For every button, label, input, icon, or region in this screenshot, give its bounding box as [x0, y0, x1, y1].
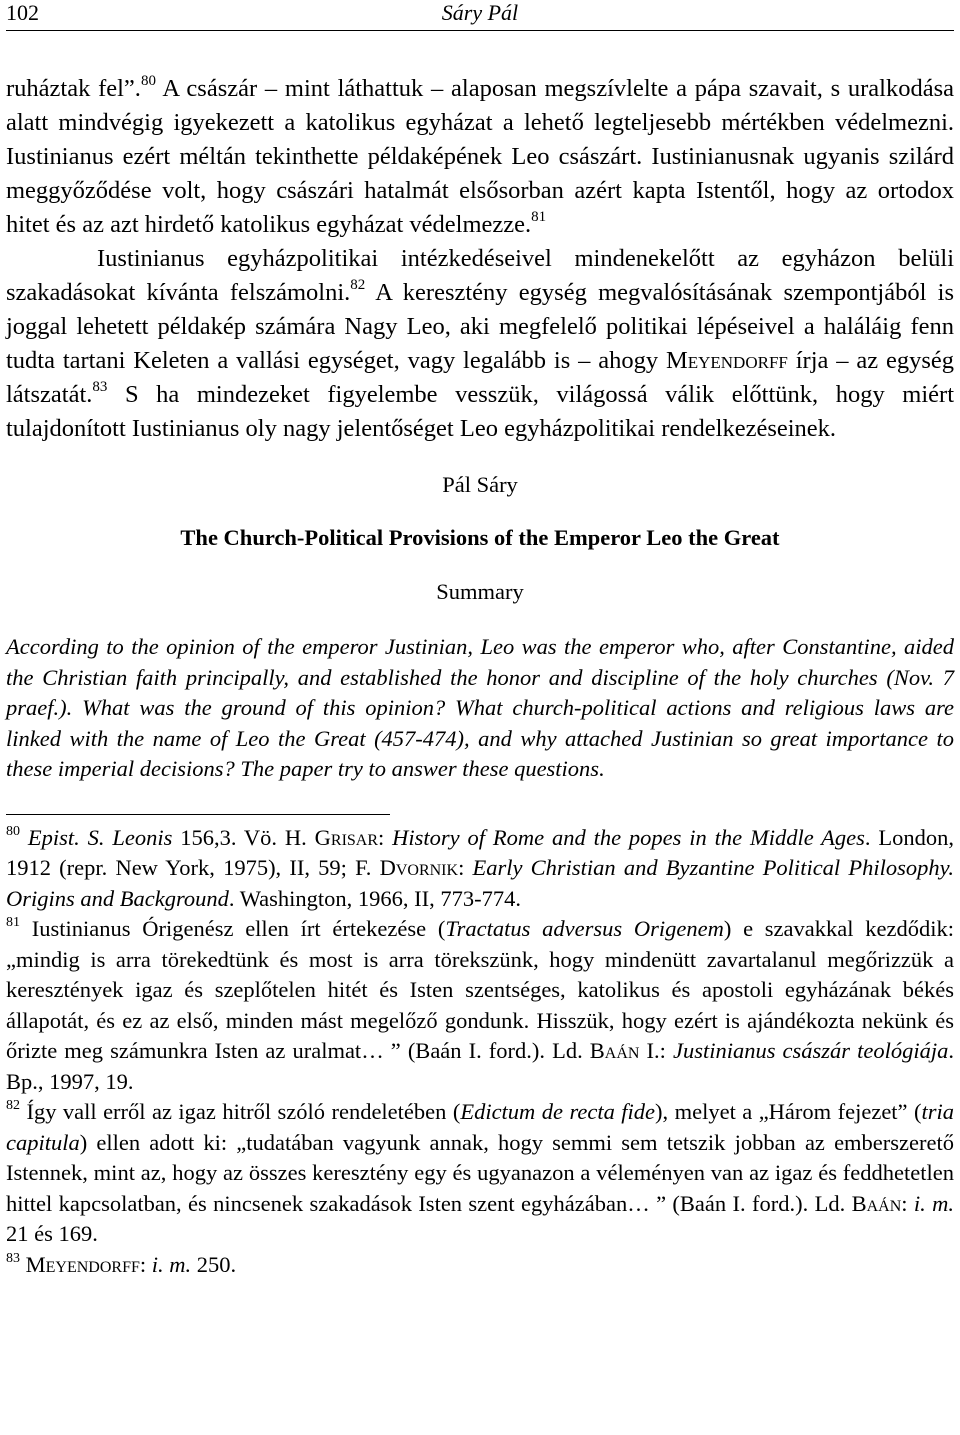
text-run: Iustinianus egyházpolitikai intézkedéseivel mindenekelőtt az egyházon belüli szakadásokat kívánta felszámolni. — [6, 245, 954, 306]
footnotes — [6, 823, 954, 1281]
running-title: Sáry Pál — [441, 0, 519, 25]
author-name: Meyendorff — [25, 1251, 140, 1277]
footnote-number: 83 — [6, 1250, 20, 1266]
footnote-ref-83[interactable]: 83 — [92, 379, 108, 395]
paragraph-2 — [6, 242, 954, 446]
text-run: A császár – mint láthattuk – alaposan megszívlelte a pápa szavait, s uralkodása alatt mindvégig igyekezett a katolikus egyházat a lehető legteljesebb mértékben védelmezni. Iustinianus ezért méltán tekinthette példaképének Leo császárt. Iustinianusnak ugyanis szilárd meggyőződése volt, hogy császári hatalmát elsősorban azért kapta Istentől, hogy az ortodox hitet és az azt hirdető katolikus egyházat védelmezze. — [6, 75, 954, 238]
footnote-83 — [6, 1250, 954, 1281]
text-run: . London, 1912 (repr. New York, 1975), II, 59; F. — [6, 824, 955, 880]
text-italic: i. m. — [913, 1190, 954, 1216]
text-run: : — [458, 855, 473, 880]
footnote-81 — [6, 914, 954, 1097]
footnote-number: 81 — [6, 915, 20, 930]
footnote-number: 80 — [6, 823, 20, 839]
paragraph-1 — [6, 72, 954, 242]
text-run: írja – az egység látszatát. — [6, 347, 954, 408]
author-name: Baán — [589, 1038, 640, 1063]
text-run: : — [139, 1251, 152, 1277]
main-text — [6, 72, 954, 446]
footnote-ref-82[interactable]: 82 — [350, 277, 366, 293]
author-name: Grisar — [314, 824, 379, 850]
footnote-80 — [6, 823, 954, 915]
author-name: Baán — [851, 1190, 902, 1216]
text-italic: Justinianus császár teológiája — [672, 1038, 949, 1063]
text-run: ruháztak fel”. — [6, 75, 141, 102]
text-run: A keresztény egység megvalósításának szempontjából is joggal lehetett példakép számára Nagy Leo, aki megfelelő politikai lépéseivel a haláláig fenn tudta tartani Keleten a vallási egységet, vagy legalább is – ahogy — [6, 279, 954, 374]
summary-text: According to the opinion of the emperor Justinian, Leo was the emperor who, after Constantine, aided the Christian faith principally, and established the honor and discipline of the holy churches (Nov. 7 praef.). What was the ground of this opinion? What church-political actions and religious laws are linked with the name of Leo the Great (457-474), and why attached Justinian so great importance to these imperial decisions? The paper try to answer these questions. — [6, 634, 954, 781]
document-page — [6, 0, 954, 1280]
text-run: S ha mindezeket figyelembe vesszük, világossá válik előttünk, hogy miért tulajdonított Iustinianus oly nagy jelentőséget Leo egyházpolitikai rendelkezéseinek. — [6, 381, 954, 442]
text-run: . Washington, 1966, II, 773-774. — [228, 885, 522, 911]
text-run: 250. — [191, 1251, 237, 1277]
text-run: 21 és 169. — [6, 1221, 98, 1246]
text-run: : — [901, 1190, 914, 1216]
page-header — [6, 0, 954, 31]
text-italic: Early Christian and Byzantine Political Philosophy. Origins and Background — [6, 855, 954, 911]
footnote-number: 82 — [6, 1098, 20, 1113]
summary-title: The Church-Political Provisions of the Emperor Leo the Great — [180, 525, 780, 550]
text-italic: Edictum de recta fide — [460, 1099, 656, 1124]
text-italic: i. m. — [151, 1251, 192, 1277]
text-italic: tria capitula — [6, 1099, 954, 1155]
text-run: . Bp., 1997, 19. — [6, 1038, 954, 1094]
author-name: Meyendorff — [665, 347, 788, 374]
text-italic: Epist. S. Leonis — [27, 824, 173, 850]
text-run: ), melyet a „Három fejezet” ( — [655, 1099, 922, 1124]
text-run: 156,3. Vö. H. — [172, 824, 315, 850]
text-run: I.: — [639, 1038, 673, 1063]
footnote-separator — [6, 814, 390, 815]
text-italic: History of Rome and the popes in the Middle Ages — [392, 824, 865, 850]
text-run: ) ellen adott ki: „tudatában vagyunk annak, hogy semmi sem tetszik jobban az emberszerető Istennek, mint az, hogy az összes keresztény egy és ugyanazon a véleményen van az igaz és feddhetetlen hittel kapcsolatban, és nincsenek szakadások Isten szent egyházában… ” (Baán I. ford.). Ld. — [6, 1129, 954, 1216]
footnote-82 — [6, 1097, 954, 1250]
text-run: : — [378, 824, 393, 850]
text-italic: Tractatus adversus Origenem — [445, 916, 724, 941]
footnote-ref-80[interactable]: 80 — [140, 73, 156, 89]
summary-label: Summary — [436, 579, 524, 604]
text-run: Így vall erről az igaz hitről szóló rendeletében ( — [20, 1099, 461, 1124]
footnote-ref-81[interactable]: 81 — [531, 209, 547, 225]
text-run: Iustinianus Órigenész ellen írt értekezése ( — [20, 916, 446, 941]
text-run: ) e szavakkal kezdődik: „mindig is arra törekedtünk és most is arra törekszünk, hogy mindenütt zavartalanul megőrizzük a keresztények igaz és szeplőtelen hitét és Isten szentséges, katolikus és apostoli egyházának békés állapotát, és ez az első, minden mást megelőző gondunk. Hisszük, hogy ezért is ajándékozta nekünk és őrizte meg számunkra Isten az uralmat… ” (Baán I. ford.). Ld. — [6, 916, 954, 1063]
page-number: 102 — [6, 0, 39, 25]
author-name: Dvornik — [379, 855, 459, 880]
summary-author: Pál Sáry — [442, 472, 518, 497]
